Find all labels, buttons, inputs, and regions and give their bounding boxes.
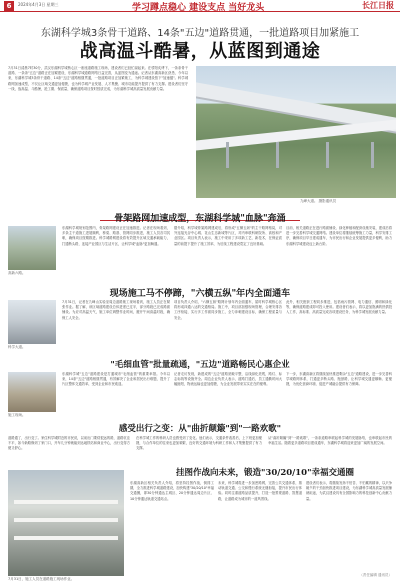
- photo-3: [8, 372, 56, 412]
- section-4-col-2: 在科学城工作的科研人员也感受到了变化。他们表示，交通条件改善后，上下班更加便捷，与合作单位的往来也更加频繁，良好的交通环境为科研工作和人才集聚提供了有力支撑。: [136, 436, 262, 451]
- headline: 战高温斗酷暑，从蓝图到通途: [79, 41, 321, 62]
- bridge-pier: [276, 142, 279, 168]
- section-title-3: "毛细血管"批量疏通，"五边"道路畅民心惠企业: [110, 360, 290, 370]
- section-1-col-2: 据介绍，科学城骨架路网建成后，将形成"五横五纵"的主干路网格局，对外连接光谷中心城、花山生态新城等片区，对内串联科研院所、高校和产业园区。项目负责人表示，施工中采用了多项新工艺、新技术，在保证质量的前提下提升了施工效率，为后续工程建设奠定了良好基础。: [174, 226, 282, 246]
- bottom-photo-construction: [8, 470, 124, 576]
- section-2-col-1: 7月31日，记者在九峰山实验室周边道路施工现场看到，施工人员正在紧张作业。据了解，该区域道路建设总体进度已过半，部分路段已完成路面铺设。为应对高温天气，施工单位调整作业时间，避开午间高温时段，确保工人安全。: [62, 300, 170, 320]
- beam: [14, 518, 118, 522]
- kicker: 东湖科学城3条骨干道路、14条"五边"道路贯通，一批道路项目加紧施工: [40, 28, 360, 39]
- photo-caption-1: 高新六路。: [8, 271, 26, 275]
- section-2-col-3: 此外，相关配套工程同步推进，包括雨污管网、电力通信、照明和绿化等，确保道路建成即可投入使用。建设者们表示，将以更加饱满的热情投入工作，高标准、高质量完成各项建设任务，为科学城发展贡献力量。: [286, 300, 392, 315]
- section-5-col-1: 东湖高新区相关负责人介绍，将坚持挂图作战，倒排工期，全力推进科学城道路建设，加快构建"30/20/10"幸福交通圈，即30分钟通达主城区、20分钟通达周边片区、10分钟通达轨道交通站点。: [130, 481, 214, 501]
- bridge-pier: [326, 142, 329, 168]
- bridge-pier: [226, 142, 229, 168]
- section-2-col-2: 项目负责人介绍，"六横五纵"路网计划年内全面通车，届时科学城核心区将形成四通八达的交通格局。施工中，项目部加强现场管理，合理安排各工序衔接，实行多工作面同步施工，全力冲刺建设目标，确保工程质量与安全。: [174, 300, 282, 320]
- section-5-col-2: 未来，科学城将进一步加密路网，完善公共交通体系，推动轨道交通、公交和慢行系统无缝衔接，提升市民出行体验。同时注重道路品质提升，打造一批景观道路、智慧道路，让道路成为城市的一道风景线。: [218, 481, 302, 501]
- masthead: [0, 0, 400, 12]
- section-4-col-3: 从"曲折颠簸"到"一路欢歌"，一条条道路串联起科学城的发展脉络，也串联起市民的幸福生活。随着更多道路项目建成通车，东湖科学城将迎来更加广阔的发展空间。: [268, 436, 392, 446]
- paper-name: 长江日报: [362, 0, 394, 10]
- section-3-col-1: 东湖科学城"五边"道路建设是打通城市"毛细血管"的重要举措。今年以来，14条"五边"道路相继贯通，有效解决了企业和居民出行难题，提升了片区整体交通效率，受到企业和市民欢迎。: [62, 372, 170, 387]
- section-title-5: 挂图作战向未来，锻造"30/20/10"幸福交通圈: [175, 468, 355, 478]
- section-3-col-2: 记者走访发现，新建成的"五边"道路宽敞平整，沿线绿化美观，路灯、标志标线等设施齐全。周边企业负责人表示，道路打通后，员工通勤时间大幅缩短，物流运输也更加便捷，为企业发展带来实实在在的便利。: [174, 372, 282, 387]
- section-3-col-3: 下一步，东湖高新区将继续加快推进剩余"五边"道路建设，进一步完善科学城路网体系，打通更多断头路、瓶颈路，让科学城交通更顺畅、更便捷，为优化营商环境、促进产城融合提供有力保障。: [286, 372, 392, 387]
- bridge-pier: [371, 142, 374, 168]
- section-title-4: 感受出行之变：从"曲折颠簸"到"一路欢歌": [118, 424, 282, 434]
- bottom-photo-caption: 7月31日，施工人员在道路施工现场作业。: [8, 577, 75, 581]
- photo-caption-2: 科学大道。: [8, 345, 26, 349]
- beam: [14, 500, 118, 504]
- section-4-col-1: 道路通了，出行变了。家住科学城附近的市民说，以前出门要绕很远的路，道路坑洼不平，如今新路修到了家门口，开车几分钟就能到达地铁站和商业中心，出行变得方便又舒心。: [8, 436, 130, 451]
- section-title-1: 骨架路网加速成型，东湖科学城"血脉"奔涌: [114, 214, 286, 224]
- beam: [14, 536, 118, 540]
- photo-caption-3: 施工现场。: [8, 413, 26, 417]
- section-title-2: 现场施工马不停蹄，"六横五纵"年内全面通车: [109, 289, 291, 299]
- page-number: 6: [4, 1, 14, 11]
- section-1-col-3: 目前，相关道路正在进行路面铺设、绿化种植和配套设施安装，建成后将进一步完善科学城交通网络。建设单位将继续统筹施工力量，科学安排工序，确保项目早日建成通车，为市民出行和企业发展提供更多便利，助力东湖科学城建设迈上新台阶。: [286, 226, 392, 246]
- photo-2: [8, 300, 56, 344]
- page-banner: 学习蹲点稳心 建设支点 当好龙头: [132, 3, 265, 13]
- section-5-col-3: 建设者们表示，将继续发扬不怕苦、不怕累的精神，以只争朝夕的干劲加快推进项目建设，为东湖科学城高质量发展铺就坦途，为武汉建设具有全国影响力的科技创新中心贡献力量。: [306, 481, 392, 501]
- section-1-col-1: 东湖科学城规划范围内，骨架路网建设正在加速推进。记者在现场看到，多条主干道施工进展顺利，桥梁、路基、管网同步推进，施工人员各司其职，确保项目按期推进。科学城路网建设将有效提升区域交通承载能力，打通断头路，连接产业园区与生活片区，让科学城"血脉"更加畅通。: [62, 226, 170, 246]
- top-photo-bridge: [196, 66, 396, 198]
- date-line: 2024年4月3日 星期三: [18, 2, 59, 7]
- lead-paragraph: 7月31日清晨7时30分，武汉东湖科学城核心区一座座道路施工现场，建设者们已经忙碌起来。在骄阳炙烤下，一条条骨干道路、一条条"五边"道路正在加紧建设，东湖科学城道路网络日益完善，从蓝图变为通途。记者从东湖高新区获悉，今年以来，东湖科学城3条骨干道路、14条"五边"道路相继贯通，一批道路项目正加紧施工，为科学城建设按下"加速键"。科学城路网加速成型，不仅让区域交通更加便捷，也为科学城产业发展、人才集聚、城市功能提升提供了有力支撑。建设者们坚守一线，战高温、斗酷暑，抢工期、保质量，确保道路项目按时按质完成，为东湖科学城高质量发展贡献力量。: [8, 66, 188, 91]
- photo-1: [8, 226, 56, 270]
- footer-credit: （责任编辑 通讯员）: [359, 573, 392, 577]
- top-photo-caption: 九峰大道。 摄影通讯员: [300, 199, 337, 203]
